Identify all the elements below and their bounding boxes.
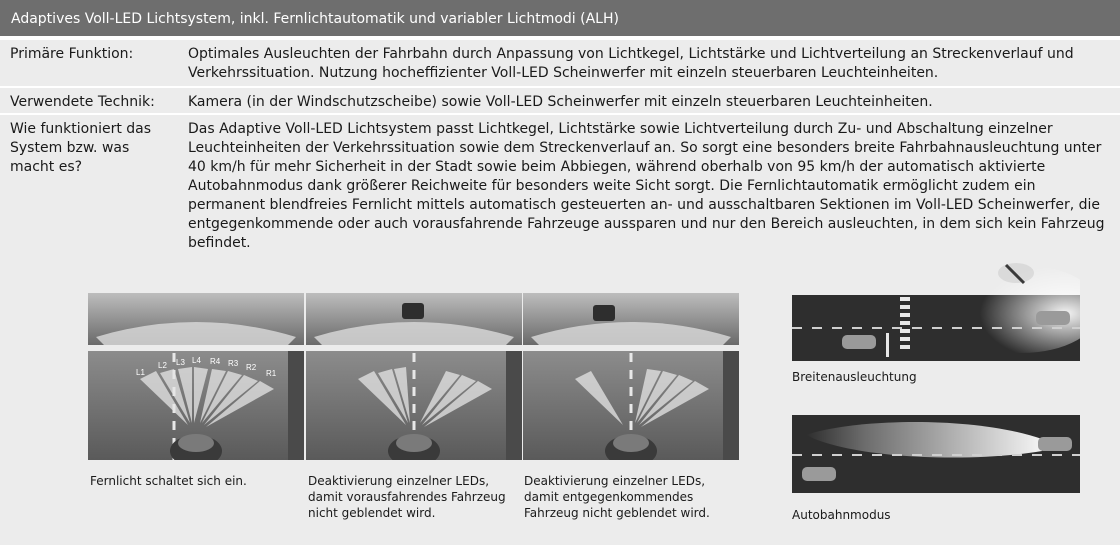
led-label: L3 xyxy=(176,358,185,367)
row-text: Kamera (in der Windschutzscheibe) sowie Voll-LED Scheinwerfer mit einzeln steuerbaren Leuchteinheiten. xyxy=(188,94,933,110)
headlight-illustration-3 xyxy=(523,293,739,460)
caption-high-beam-on: Fernlicht schaltet sich ein. xyxy=(90,474,247,488)
caption-vehicle-ahead: Deaktivierung einzelner LEDs, damit vorausfahrendes Fahrzeug nicht geblendet wird. xyxy=(308,474,506,520)
row-label: Primäre Funktion: xyxy=(10,46,134,62)
led-label: L1 xyxy=(136,368,145,377)
row-label: Wie funktioniert das System bzw. was macht es? xyxy=(10,121,152,175)
led-label: R1 xyxy=(266,369,277,378)
led-label: R2 xyxy=(246,363,257,372)
headlight-illustration-2 xyxy=(306,293,522,460)
caption-wide-illumination: Breitenausleuchtung xyxy=(792,370,917,384)
caption-oncoming-vehicle: Deaktivierung einzelner LEDs, damit entgegenkommendes Fahrzeug nicht geblendet wird. xyxy=(524,474,710,520)
row-text: Optimales Ausleuchten der Fahrbahn durch Anpassung von Lichtkegel, Lichtstärke und Lichtverteilung an Streckenverlauf und Verkehrssituation. Nutzung hocheffizienter Voll-LED Scheinwerfer mit einzeln steuerbaren Leuchteinheiten. xyxy=(188,46,1074,81)
row-primary-function xyxy=(0,40,1120,88)
headlight-illustration-1 xyxy=(88,293,304,460)
row-technology xyxy=(0,88,1120,115)
led-label: R4 xyxy=(210,357,221,366)
panel-title: Adaptives Voll-LED Lichtsystem, inkl. Fernlichtautomatik und variabler Lichtmodi (ALH) xyxy=(0,0,1120,38)
row-label: Verwendete Technik: xyxy=(10,94,155,110)
led-label: L4 xyxy=(192,356,201,365)
caption-motorway-mode: Autobahnmodus xyxy=(792,508,891,522)
wide-illumination-illustration xyxy=(792,253,1080,361)
row-text: Das Adaptive Voll-LED Lichtsystem passt Lichtkegel, Lichtstärke sowie Lichtverteilung durch Zu- und Abschaltung einzelner Leuchteinheiten der Verkehrssituation sowie dem Streckenverlauf an. So sorgt eine besonders breite Fahrbahnausleuchtung unter 40 km/h für mehr Sicherheit in der Stadt sowie beim Abbiegen, während oberhalb von 95 km/h der automatisch aktivierte Autobahnmodus dank größerer Reichweite für besonders weite Sicht sorgt. Die Fernlichtautomatik ermöglicht zudem ein permanent blendfreies Fernlicht mittels automatisch gesteuerten an- und ausschaltbaren Sektionen im Voll-LED Scheinwerfer, die entgegenkommende oder auch vorausfahrende Fahrzeuge aussparen und nur den Bereich ausleuchten, in dem sich kein Fahrzeug befindet. xyxy=(188,121,1105,251)
led-label: R3 xyxy=(228,359,239,368)
row-how-it-works xyxy=(0,115,1120,545)
led-label: L2 xyxy=(158,361,167,370)
motorway-mode-illustration xyxy=(792,415,1080,493)
